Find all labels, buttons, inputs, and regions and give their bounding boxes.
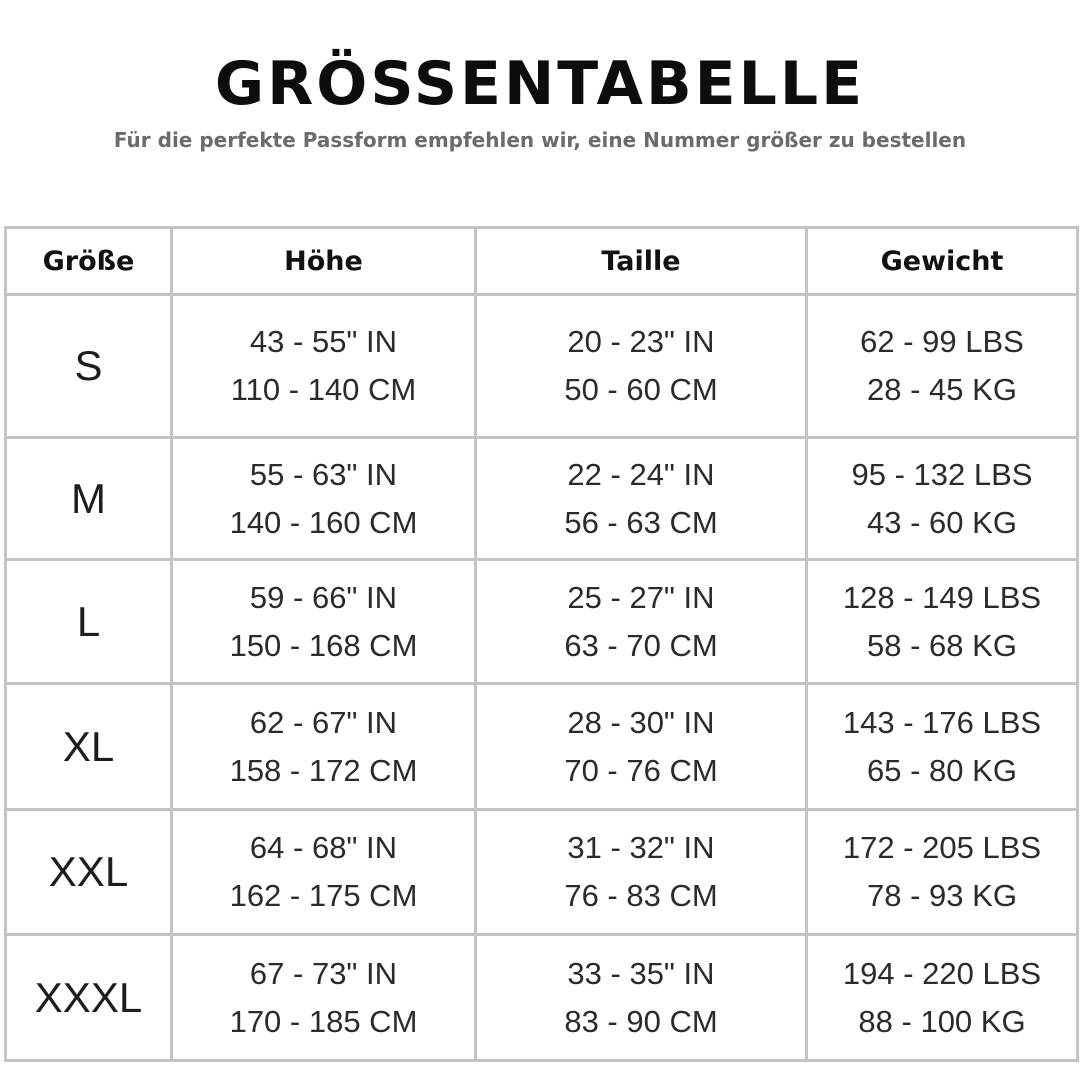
table-row (6, 295, 1078, 438)
waist-inches: 25 - 27" IN (567, 579, 715, 615)
waist-centimeters: 76 - 83 CM (564, 878, 718, 913)
height-inches: 43 - 55" IN (249, 324, 398, 359)
height-cell (172, 935, 476, 1061)
column-header-weight: Gewicht (807, 228, 1078, 295)
weight-kilograms: 58 - 68 KG (867, 627, 1017, 663)
waist-centimeters: 56 - 63 CM (564, 504, 718, 540)
weight-kilograms: 65 - 80 KG (867, 752, 1017, 788)
size-label: XXL (6, 810, 172, 935)
waist-cell (476, 810, 807, 935)
waist-cell (476, 935, 807, 1061)
weight-cell (807, 560, 1078, 684)
size-label: M (6, 438, 172, 560)
weight-pounds: 128 - 149 LBS (842, 579, 1042, 615)
table-header-row (6, 228, 1078, 295)
column-header-waist: Taille (476, 228, 807, 295)
height-cell (172, 810, 476, 935)
table-row (6, 935, 1078, 1061)
table-row (6, 810, 1078, 935)
height-inches: 67 - 73" IN (249, 955, 398, 991)
height-inches: 55 - 63" IN (249, 456, 398, 492)
waist-inches: 33 - 35" IN (567, 955, 715, 991)
height-cell (172, 560, 476, 684)
weight-pounds: 95 - 132 LBS (851, 456, 1033, 492)
waist-cell (476, 438, 807, 560)
weight-cell (807, 438, 1078, 560)
weight-cell (807, 684, 1078, 810)
waist-cell (476, 295, 807, 438)
weight-kilograms: 43 - 60 KG (867, 504, 1017, 540)
page-subtitle: Für die perfekte Passform empfehlen wir, eine Nummer größer zu bestellen (113, 128, 967, 152)
size-label: XL (6, 684, 172, 810)
weight-cell (807, 935, 1078, 1061)
waist-centimeters: 70 - 76 CM (564, 752, 718, 788)
height-centimeters: 162 - 175 CM (229, 878, 418, 913)
height-inches: 64 - 68" IN (249, 830, 398, 865)
waist-inches: 22 - 24" IN (567, 456, 715, 492)
height-centimeters: 140 - 160 CM (229, 504, 418, 540)
waist-centimeters: 83 - 90 CM (564, 1003, 718, 1039)
height-centimeters: 158 - 172 CM (229, 752, 418, 788)
weight-pounds: 143 - 176 LBS (842, 704, 1042, 740)
size-label: XXXL (6, 935, 172, 1061)
column-header-size: Größe (6, 228, 172, 295)
height-centimeters: 150 - 168 CM (229, 627, 418, 663)
size-chart-table (4, 226, 1079, 1062)
height-centimeters: 170 - 185 CM (229, 1003, 418, 1039)
height-cell (172, 295, 476, 438)
height-inches: 62 - 67" IN (249, 704, 398, 740)
weight-kilograms: 88 - 100 KG (858, 1003, 1026, 1039)
table-row (6, 438, 1078, 560)
table-row (6, 684, 1078, 810)
waist-centimeters: 50 - 60 CM (564, 372, 718, 407)
waist-cell (476, 560, 807, 684)
waist-cell (476, 684, 807, 810)
waist-centimeters: 63 - 70 CM (564, 627, 718, 663)
weight-cell (807, 810, 1078, 935)
size-label: S (6, 295, 172, 438)
weight-kilograms: 78 - 93 KG (867, 878, 1017, 913)
column-header-height: Höhe (172, 228, 476, 295)
size-label: L (6, 560, 172, 684)
waist-inches: 31 - 32" IN (567, 830, 715, 865)
height-inches: 59 - 66" IN (249, 579, 398, 615)
weight-cell (807, 295, 1078, 438)
page-title: GRÖSSENTABELLE (214, 49, 866, 119)
height-centimeters: 110 - 140 CM (230, 372, 417, 407)
waist-inches: 20 - 23" IN (567, 324, 715, 359)
table-row (6, 560, 1078, 684)
weight-pounds: 172 - 205 LBS (842, 830, 1042, 865)
weight-pounds: 62 - 99 LBS (860, 324, 1024, 359)
waist-inches: 28 - 30" IN (567, 704, 715, 740)
weight-kilograms: 28 - 45 KG (867, 372, 1017, 407)
height-cell (172, 684, 476, 810)
height-cell (172, 438, 476, 560)
weight-pounds: 194 - 220 LBS (842, 955, 1042, 991)
